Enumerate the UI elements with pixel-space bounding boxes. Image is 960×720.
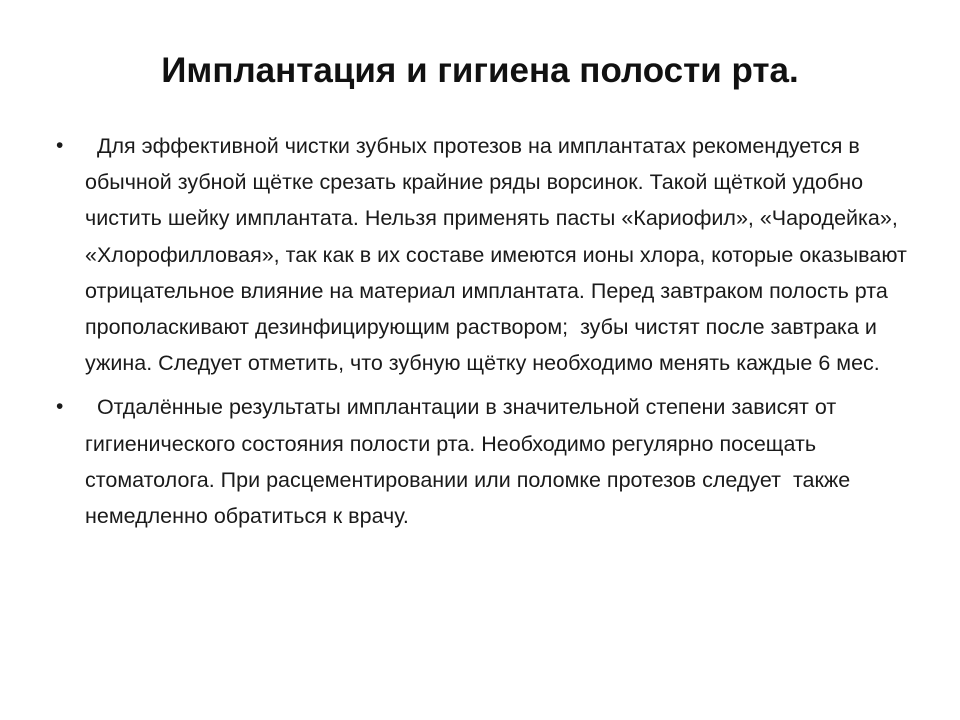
list-item [56, 128, 916, 381]
bullet-text: Для эффективной чистки зубных протезов на имплантатах рекомендуется в обычной зубной щётке срезать крайние ряды ворсинок. Такой щёткой удобно чистить шейку имплантата. Нельзя применять пасты «Кариофил», «Чародейка», «Хлорофилловая», так как в их составе имеются ионы хлора, которые оказывают отрицательное влияние на материал имплантата. Перед завтраком полость рта прополаскивают дезинфицирующим раствором; зубы чистят после завтрака и ужина. Следует отметить, что зубную щётку необходимо менять каждые 6 мес. [85, 134, 907, 376]
bullet-icon: • [56, 395, 64, 419]
list-item [56, 389, 916, 534]
bullet-icon: • [56, 134, 64, 157]
bullet-text: Отдалённые результаты имплантации в значительной степени зависят от гигиенического состояния полости рта. Необходимо регулярно посещать стоматолога. При расцементировании или поломке протезов следует также немедленно обратиться к врачу. [85, 395, 851, 529]
bullet-list [56, 128, 916, 534]
slide-title: Имплантация и гигиена полости рта. [161, 51, 799, 90]
